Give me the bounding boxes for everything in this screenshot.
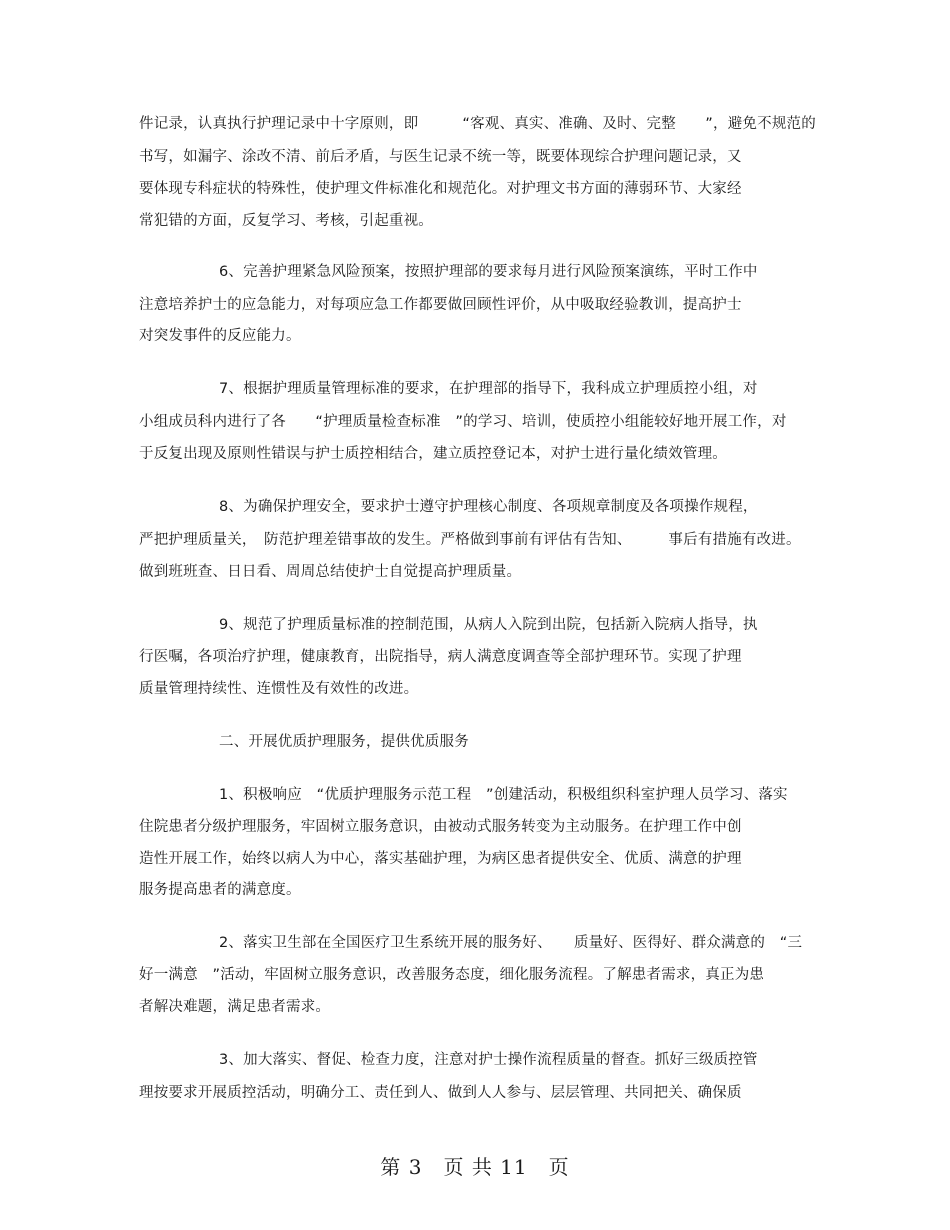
text-line: 做到班班查、日日看、周周总结使护士自觉提高护理质量。 bbox=[139, 564, 522, 580]
text-line: 9、规范了护理质量标准的控制范围，从病人入院到出院，包括新入院病人指导，执 bbox=[219, 617, 758, 633]
section-heading: 二、开展优质护理服务，提供优质服务 bbox=[219, 734, 469, 750]
text-line: 3、加大落实、督促、检查力度，注意对护士操作流程质量的督查。抓好三级质控管 bbox=[219, 1052, 758, 1068]
text-line: 要体现专科症状的特殊性，使护理文件标准化和规范化。对护理文书方面的薄弱环节、大家经 bbox=[139, 181, 742, 197]
text-line: 1、积极响应 “优质护理服务示范工程 ”创建活动，积极组织科室护理人员学习、落实 bbox=[219, 787, 788, 803]
text-line: 对突发事件的反应能力。 bbox=[139, 328, 301, 344]
text-line: 件记录，认真执行护理记录中十字原则，即 “客观、真实、准确、及时、完整 ”，避免不规范的 bbox=[139, 116, 816, 132]
text-line: 造性开展工作，始终以病人为中心，落实基础护理，为病区患者提供安全、优质、满意的护理 bbox=[139, 851, 742, 867]
text-line: 书写，如漏字、涂改不清、前后矛盾，与医生记录不统一等，既要体现综合护理问题记录，又 bbox=[139, 149, 742, 165]
text-line: 8、为确保护理安全，要求护士遵守护理核心制度、各项规章制度及各项操作规程， bbox=[219, 499, 758, 515]
text-line: 严把护理质量关， 防范护理差错事故的发生。严格做到事前有评估有告知、 事后有措施有改进。 bbox=[139, 532, 801, 548]
text-line: 注意培养护士的应急能力，对每项应急工作都要做回顾性评价，从中吸取经验教训，提高护士 bbox=[139, 297, 742, 313]
text-line: 理按要求开展质控活动，明确分工、责任到人、做到人人参与、层层管理、共同把关、确保质 bbox=[139, 1085, 742, 1101]
text-line: 于反复出现及原则性错误与护士质控相结合，建立质控登记本，对护士进行量化绩效管理。 bbox=[139, 446, 727, 462]
text-line: 行医嘱，各项治疗护理，健康教育，出院指导，病人满意度调查等全部护理环节。实现了护理 bbox=[139, 649, 742, 665]
text-line: 质量管理持续性、连惯性及有效性的改进。 bbox=[139, 681, 419, 697]
text-line: 6、完善护理紧急风险预案，按照护理部的要求每月进行风险预案演练，平时工作中 bbox=[219, 264, 758, 280]
text-line: 7、根据护理质量管理标准的要求，在护理部的指导下，我科成立护理质控小组，对 bbox=[219, 381, 758, 397]
text-line: 2、落实卫生部在全国医疗卫生系统开展的服务好、 质量好、医得好、群众满意的 “三 bbox=[219, 935, 803, 951]
text-line: 小组成员科内进行了各 “护理质量检查标准 ”的学习、培训，使质控小组能较好地开展工作，对 bbox=[139, 414, 787, 430]
page-number-footer: 第 3 页 共 11 页 bbox=[380, 1155, 570, 1179]
text-line: 服务提高患者的满意度。 bbox=[139, 882, 301, 898]
text-line: 好一满意 ”活动，牢固树立服务意识，改善服务态度，细化服务流程。了解患者需求，真正为患 bbox=[139, 967, 765, 983]
text-line: 常犯错的方面，反复学习、考核，引起重视。 bbox=[139, 213, 433, 229]
text-line: 住院患者分级护理服务，牢固树立服务意识，由被动式服务转变为主动服务。在护理工作中创 bbox=[139, 819, 742, 835]
text-line: 者解决难题，满足患者需求。 bbox=[139, 999, 331, 1015]
